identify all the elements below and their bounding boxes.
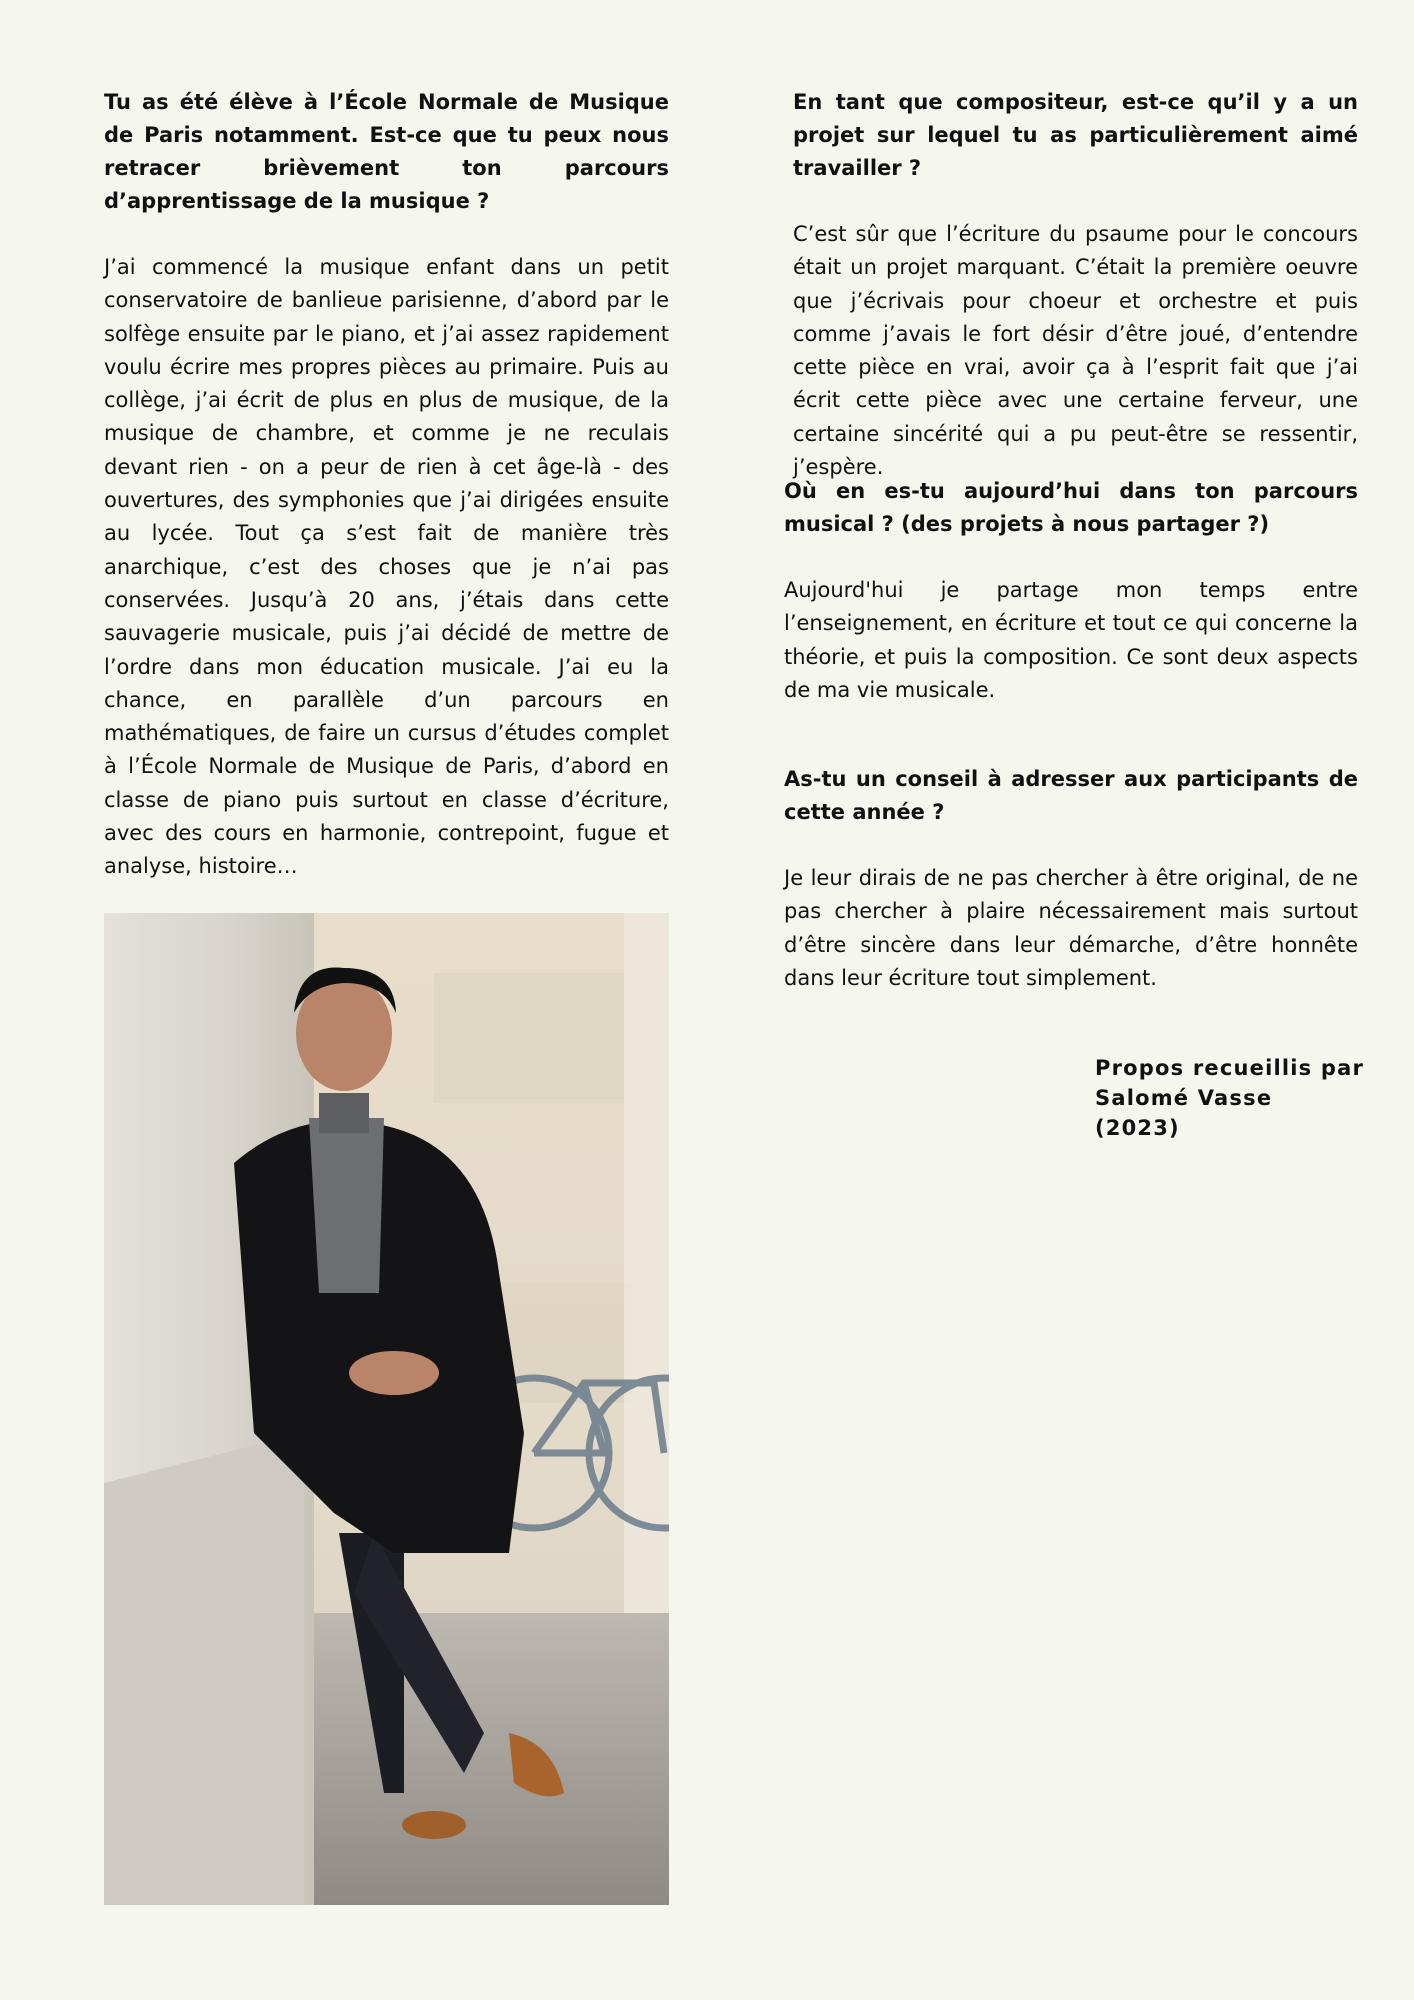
credit-line-2: Salomé Vasse (2023) xyxy=(1095,1086,1273,1140)
interview-credit xyxy=(1095,1053,1365,1143)
composer-photo xyxy=(104,913,669,1905)
right-column-bottom xyxy=(784,475,1358,995)
composer-portrait-illustration xyxy=(104,913,669,1905)
question-3: Où en es-tu aujourd’hui dans ton parcours musical ? (des projets à nous partager ?) xyxy=(784,479,1358,536)
credit-line-1: Propos recueillis par xyxy=(1095,1056,1365,1080)
answer-4: Je leur dirais de ne pas chercher à être original, de ne pas chercher à plaire nécessairement mais surtout d’être sincère dans leur démarche, d’être honnête dans leur écriture tout simplement. xyxy=(784,866,1358,991)
question-4: As-tu un conseil à adresser aux participants de cette année ? xyxy=(784,767,1358,825)
answer-3: Aujourd'hui je partage mon temps entre l’enseignement, en écriture et tout ce qui concerne la théorie, et puis la composition. Ce sont deux aspects de ma vie musicale. xyxy=(784,578,1358,702)
answer-1: J’ai commencé la musique enfant dans un petit conservatoire de banlieue parisienne, d’abord par le solfège ensuite par le piano, et j’ai assez rapidement voulu écrire mes propres pièces au primaire. Puis au collège, j’ai écrit de plus en plus de musique, de la musique de chambre, et comme je ne reculais devant rien - on a peur de rien à cet âge-là - des ouvertures, des symphonies que j’ai dirigées ensuite au lycée. Tout ça s’est fait de manière très anarchique, c’est des choses que je n’ai pas conservées. Jusqu’à 20 ans, j’étais dans cette sauvagerie musicale, puis j’ai décidé de mettre de l’ordre dans mon éducation musicale. J’ai eu la chance, en parallèle d’un parcours en mathématiques, de faire un cursus d’études complet à l’École Normale de Musique de Paris, d’abord en classe de piano puis surtout en classe d’écriture, avec des cours en harmonie, contrepoint, fugue et analyse, histoire… xyxy=(104,255,669,879)
left-column xyxy=(104,86,669,884)
right-column-top xyxy=(793,86,1358,484)
question-2: En tant que compositeur, est-ce qu’il y a un projet sur lequel tu as particulièrement aimé travailler ? xyxy=(793,90,1358,180)
answer-2: C’est sûr que l’écriture du psaume pour le concours était un projet marquant. C’était la première oeuvre que j’écrivais pour choeur et orchestre et puis comme j’avais le fort désir d’être joué, d’entendre cette pièce en vrai, avoir ça à l’esprit fait que j’ai écrit cette pièce avec une certaine ferveur, une certaine sincérité qui a pu peut-être se ressentir, j’espère. xyxy=(793,222,1358,480)
question-1: Tu as été élève à l’École Normale de Musique de Paris notamment. Est-ce que tu peux nous retracer brièvement ton parcours d’apprentissage de la musique ? xyxy=(104,90,669,213)
